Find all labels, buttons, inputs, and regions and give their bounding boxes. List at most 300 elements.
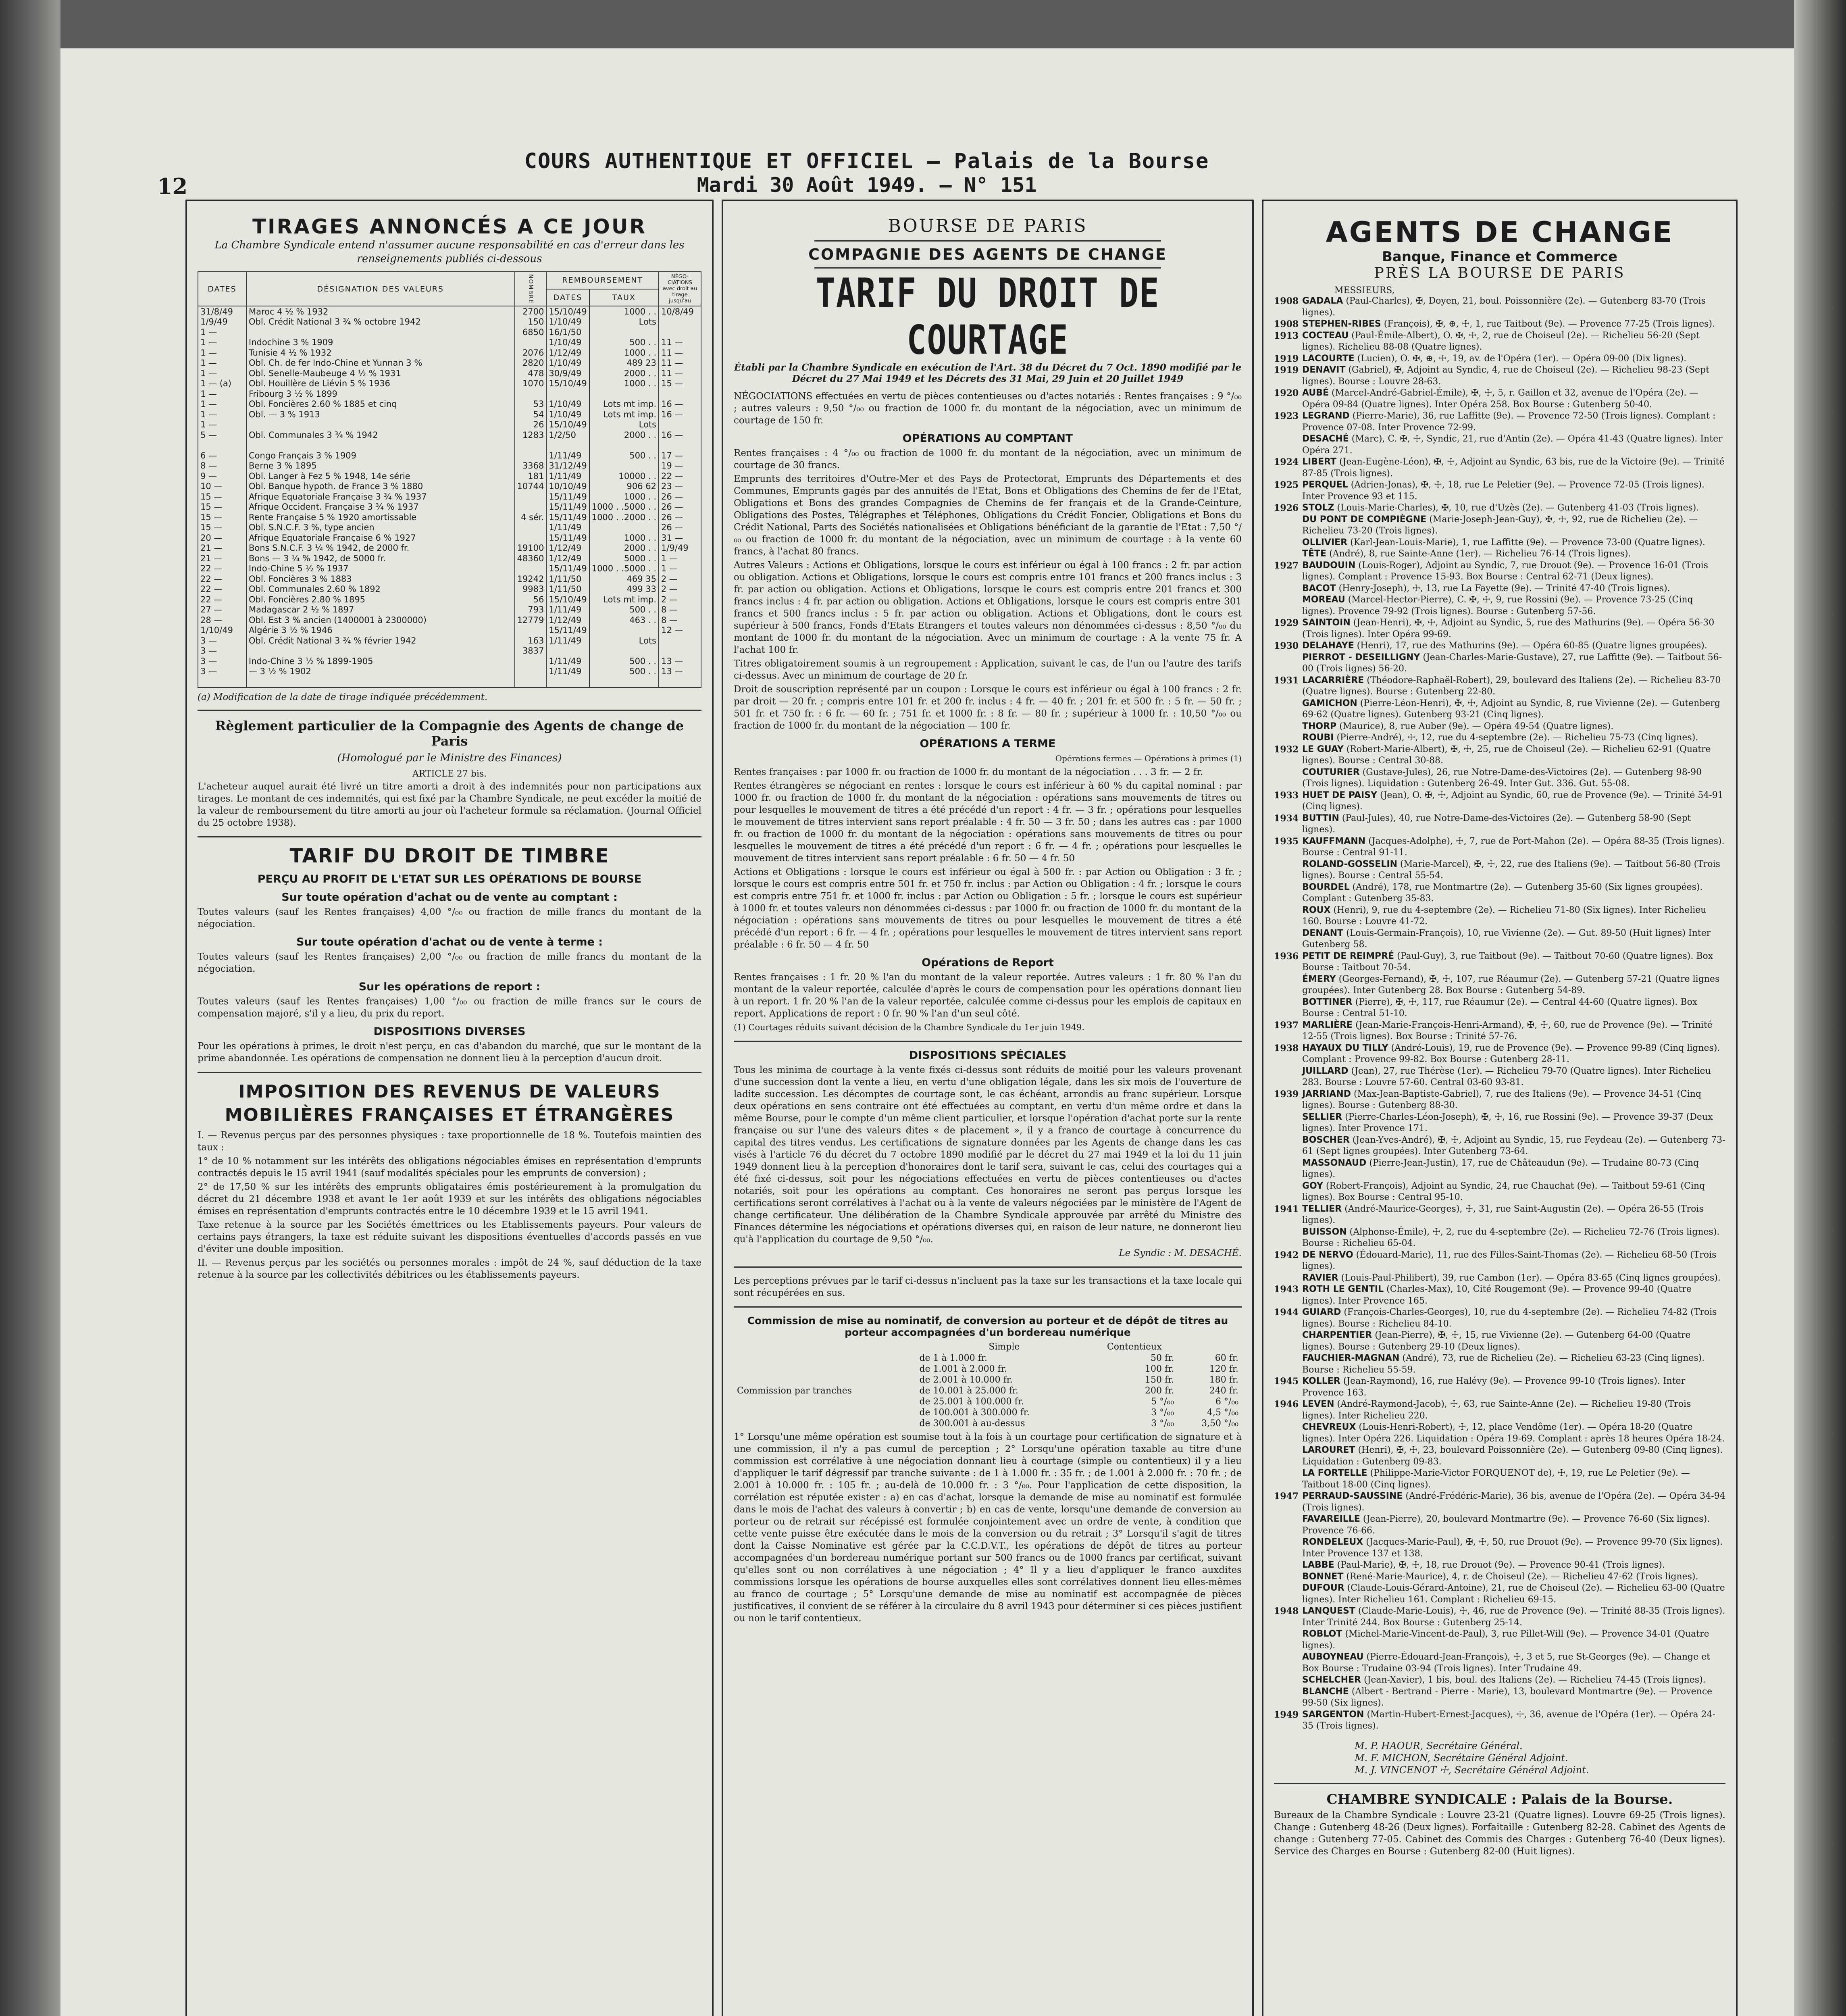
agent-name: ROLAND-GOSSELIN xyxy=(1302,859,1398,869)
agent-name: LIBERT xyxy=(1302,457,1336,467)
agent-year: 1948 xyxy=(1274,1606,1299,1616)
agent-year: 1944 xyxy=(1274,1307,1299,1318)
agent-year xyxy=(1274,1445,1302,1468)
table-cell: 11 — xyxy=(659,368,701,379)
agent-year: 1939 xyxy=(1274,1089,1299,1100)
table-cell xyxy=(659,420,701,430)
table-cell: Tunisie 4 ½ % 1932 xyxy=(246,348,515,358)
table-row xyxy=(198,461,701,471)
table-row xyxy=(198,666,701,677)
agent-details: (Jean-Raymond), 16, rue Halévy (9e). — Provence 99-10 (Trois lignes). Inter Provence 163. xyxy=(1302,1376,1686,1398)
agent-entry xyxy=(1274,1089,1725,1112)
col-negociations: NÉGO-CIATIONS avec droit au tirage jusqu'au xyxy=(659,272,701,306)
table-cell: 15/10/49 xyxy=(546,306,589,317)
table-cell: 3368 xyxy=(515,461,547,471)
agent-entry xyxy=(1274,1066,1725,1089)
commission-cell: 4,5 °/₀₀ xyxy=(1207,1408,1238,1418)
agent-entry xyxy=(1274,1330,1725,1353)
table-cell: 3 — xyxy=(198,646,246,656)
table-cell: 6850 xyxy=(515,327,547,337)
agent-year: 1942 xyxy=(1274,1250,1299,1260)
table-row xyxy=(198,481,701,492)
agent-details: (Marcel-André-Gabriel-Émile), ✠, ☩, 5, r. Gaillon et 32, avenue de l'Opéra (2e). — Opéra 09-84 (Quatre lignes). Inter Opéra 258. Box Bourse : Gutenberg 50-40. xyxy=(1302,388,1698,410)
col-designation: DÉSIGNATION DES VALEURS xyxy=(246,272,515,306)
table-cell: 2 — xyxy=(659,574,701,584)
table-cell: 1/10/49 xyxy=(546,337,589,348)
agent-entry xyxy=(1274,1709,1725,1732)
agent-entry xyxy=(1274,1020,1725,1043)
agent-details: (Charles-Max), 10, Cité Rougemont (9e). — Provence 99-40 (Quatre lignes). Inter Provence 165. xyxy=(1302,1284,1692,1306)
comptant-p4: Titres obligatoirement soumis à un regroupement : Application, suivant le cas, de l'un ou l'autre des tarifs ci-dessus. Avec un minimum de courtage de 20 fr. xyxy=(734,658,1242,681)
timbre-title: TARIF DU DROIT DE TIMBRE xyxy=(289,844,610,867)
table-cell: 1070 xyxy=(515,379,547,389)
agent-entry xyxy=(1274,1181,1725,1204)
agent-details: (Paul-Charles), ✠, Doyen, 21, boul. Poissonnière (2e). — Gutenberg 83-70 (Trois lignes). xyxy=(1302,296,1706,318)
agent-name: ROUX xyxy=(1302,905,1331,915)
agent-entry xyxy=(1274,767,1725,790)
table-cell: 22 — xyxy=(198,584,246,595)
table-cell: 15/11/49 xyxy=(546,492,589,502)
agent-details: (Paul-Marie), ✠, ☩, 18, rue Drouot (9e). — Provence 90-41 (Trois lignes). xyxy=(1337,1560,1665,1570)
agent-name: MASSONAUD xyxy=(1302,1158,1367,1168)
comptant-title: OPÉRATIONS AU COMPTANT xyxy=(902,432,1073,445)
agent-name: SCHELCHER xyxy=(1302,1675,1361,1685)
agent-details: (Louis-Germain-François), 10, rue Vivienne (2e). — Gut. 89-50 (Huit lignes) Inter Gutenberg 58. xyxy=(1302,928,1711,950)
agent-entry xyxy=(1274,1652,1725,1674)
table-cell: 150 xyxy=(515,317,547,327)
agent-entry xyxy=(1274,652,1725,675)
table-cell: 15 — xyxy=(198,492,246,502)
table-cell xyxy=(515,389,547,399)
agent-name: COUTURIER xyxy=(1302,767,1360,777)
agent-year: 1919 xyxy=(1274,365,1299,375)
agent-name: CHARPENTIER xyxy=(1302,1330,1372,1340)
agent-details: (Martin-Hubert-Ernest-Jacques), ☩, 36, avenue de l'Opéra (1er). — Opéra 24-35 (Trois lignes). xyxy=(1302,1709,1716,1731)
table-cell: 2076 xyxy=(515,348,547,358)
agent-details: (Marie-Marcel), ✠, ☩, 22, rue des Italiens (9e). — Taitbout 56-80 (Trois lignes). Bourse : Central 55-54. xyxy=(1302,859,1720,881)
agent-year xyxy=(1274,1353,1302,1376)
agent-name: LACOURTE xyxy=(1302,353,1355,364)
agent-entry xyxy=(1274,951,1725,974)
commission-cell: 60 fr. xyxy=(1215,1353,1238,1363)
table-cell: Lots xyxy=(589,635,659,646)
agent-details: (Marcel-Hector-Pierre), C. ✠, ☩, 9, rue Rossini (9e). — Provence 73-25 (Cinq lignes). Provence 79-92 (Trois lignes). Bourse : Gutenberg 57-56. xyxy=(1302,595,1693,616)
table-cell: 1000 . .2000 . . xyxy=(589,512,659,523)
table-cell: Obl. Senelle-Maubeuge 4 ½ % 1931 xyxy=(246,368,515,379)
table-cell xyxy=(198,440,246,451)
table-cell: 22 — xyxy=(198,564,246,574)
table-cell: 1 — xyxy=(659,553,701,564)
table-cell: 1/11/49 xyxy=(546,450,589,461)
agent-name: LA FORTELLE xyxy=(1302,1468,1367,1478)
table-cell: 11 — xyxy=(659,348,701,358)
commission-cell: 6 °/₀₀ xyxy=(1215,1397,1238,1407)
table-cell: Obl. Langer à Fez 5 % 1948, 14e série xyxy=(246,471,515,481)
agent-details: (Pierre-Édouard-Jean-François), ☩, 3 et 5, rue St-Georges (9e). — Change et Box Bourse : Trudaine 03-94 (Trois lignes). Inter Trudaine 49. xyxy=(1302,1652,1710,1674)
agent-year: 1930 xyxy=(1274,641,1299,651)
table-cell: 1/11/50 xyxy=(546,584,589,595)
agent-name: BONNET xyxy=(1302,1571,1344,1582)
agent-name: DUFOUR xyxy=(1302,1583,1344,1593)
agent-name: FAUCHIER-MAGNAN xyxy=(1302,1353,1400,1363)
table-cell: 19242 xyxy=(515,574,547,584)
table-cell xyxy=(515,492,547,502)
table-cell: 1283 xyxy=(515,430,547,440)
agent-details: (Henri), 9, rue du 4-septembre (2e). — Richelieu 71-80 (Six lignes). Inter Richelieu 160. Bourse : Louvre 41-72. xyxy=(1302,905,1707,927)
agent-year xyxy=(1274,859,1302,882)
table-cell: 500 . . xyxy=(589,666,659,677)
agent-name: ROUBI xyxy=(1302,733,1334,743)
agent-name: RAVIER xyxy=(1302,1272,1338,1283)
agent-entry xyxy=(1274,1272,1725,1284)
imposition-p4: Taxe retenue à la source par les Sociétés émettrices ou les Etablissements payeurs. Pour valeurs de certains pays étrangers, la taxe est réduite suivant les dispositions éventuelles d'accords passés en vue d'éviter une double imposition. xyxy=(198,1219,701,1254)
agent-entry xyxy=(1274,410,1725,433)
table-cell xyxy=(589,389,659,399)
commission-cell: 50 fr. xyxy=(1150,1353,1174,1363)
commission-cell: 150 fr. xyxy=(1145,1375,1174,1385)
agent-year: 1924 xyxy=(1274,457,1299,467)
secretary-line: M. P. HAOUR, Secrétaire Général. xyxy=(1355,1740,1523,1752)
agent-entry xyxy=(1274,1376,1725,1399)
table-cell: 1/12/49 xyxy=(546,615,589,625)
agent-entry xyxy=(1274,330,1725,353)
comptant-p5: Droit de souscription représenté par un coupon : Lorsque le cours est inférieur ou égal à 100 francs : 2 fr. par droit — 20 fr. ; compris entre 101 fr. et 200 fr. inclus : 4 fr. — 40 fr. ; 201 fr. et 500 fr. : 5 fr. — 50 fr. ; 501 fr. et 750 fr. : 6 fr. — 60 fr. ; 751 fr. et 1000 fr. : 8 fr. — 80 fr. ; supérieur à 1000 fr. : 10,50 °/₀₀ ou fraction de 1000 fr. du montant de la négociation — 100 fr. xyxy=(734,684,1242,731)
agent-entry xyxy=(1274,502,1725,514)
table-cell: 1/11/49 xyxy=(546,471,589,481)
table-cell: 489 23 xyxy=(589,358,659,369)
table-cell: 21 — xyxy=(198,543,246,554)
agent-details: (Édouard-Marie), 11, rue des Filles-Saint-Thomas (2e). — Richelieu 68-50 (Trois lignes). xyxy=(1302,1250,1717,1271)
agent-year xyxy=(1274,1468,1302,1491)
table-cell: 54 xyxy=(515,409,547,420)
table-cell xyxy=(659,317,701,327)
commission-cell: 3 °/₀₀ xyxy=(1151,1418,1174,1429)
table-cell: Obl. Crédit National 3 ¾ % octobre 1942 xyxy=(246,317,515,327)
table-cell: 500 . . xyxy=(589,450,659,461)
agent-entry xyxy=(1274,594,1725,617)
table-cell: 11 — xyxy=(659,337,701,348)
table-cell: 17 — xyxy=(659,450,701,461)
agent-year xyxy=(1274,1181,1302,1204)
agent-name: ÉMERY xyxy=(1302,974,1336,984)
table-cell: 1 — xyxy=(198,420,246,430)
agent-year: 1946 xyxy=(1274,1399,1299,1410)
table-cell: Obl. Banque hypoth. de France 3 % 1880 xyxy=(246,481,515,492)
commission-cell: de 25.001 à 100.000 fr. xyxy=(919,1397,1024,1407)
agent-year xyxy=(1274,548,1302,560)
agent-year xyxy=(1274,1674,1302,1686)
chambre-text: Bureaux de la Chambre Syndicale : Louvre 23-21 (Quatre lignes). Louvre 69-25 (Trois lignes). Change : Gutenberg 48-26 (Deux lignes). Forfaitaille : Gutenberg 82-28. Cabinet des Agents de change : Gutenberg 77-05. Cabinet des Commis des Charges : Gutenberg 76-40 (Deux lignes). Service des Charges en Bourse : Gutenberg 82-00 (Huit lignes). xyxy=(1274,1810,1725,1857)
table-cell: Fribourg 3 ½ % 1899 xyxy=(246,389,515,399)
agent-name: GADALA xyxy=(1302,296,1343,306)
agent-details: (Maurice), 8, rue Auber (9e). — Opéra 49-54 (Quatre lignes). xyxy=(1339,721,1614,731)
agent-year: 1947 xyxy=(1274,1491,1299,1502)
table-cell: Obl. Crédit National 3 ¾ % février 1942 xyxy=(246,635,515,646)
right-column xyxy=(1262,200,1738,2016)
report-text: Rentes françaises : 1 fr. 20 % l'an du montant de la valeur reportée. Autres valeurs : 1 fr. 80 % l'an du montant de la valeur reportée, calculée d'après le cours de compensation pour les opérations donnant lieu à un report. 1 fr. 20 % l'an de la valeur reportée, calculée comme ci-dessus pour les emplois de capitaux en report. Applications de report : 0 fr. 90 % l'an d'un seul côté. xyxy=(734,972,1242,1019)
agent-year xyxy=(1274,882,1302,905)
agent-year xyxy=(1274,928,1302,951)
agent-details: (Jean), 27, rue Thérèse (1er). — Richelieu 79-70 (Quatre lignes). Inter Richelieu 283. Bourse : Louvre 57-60. Central 03-60 93-81. xyxy=(1302,1066,1711,1087)
agent-name: PERRAUD-SAUSSINE xyxy=(1302,1491,1403,1501)
table-row xyxy=(198,440,701,451)
table-cell: 9983 xyxy=(515,584,547,595)
terme-p1: Rentes françaises : par 1000 fr. ou fraction de 1000 fr. du montant de la négociation . . . 3 fr. — 2 fr. xyxy=(734,767,1203,777)
agent-details: (Louis-Marie-Charles), ✠, 10, rue d'Uzès (2e). — Gutenberg 41-03 (Trois lignes). xyxy=(1337,503,1699,513)
tirages-table xyxy=(198,271,701,688)
table-cell: Bons S.N.C.F. 3 ¼ % 1942, de 2000 fr. xyxy=(246,543,515,554)
agent-year xyxy=(1274,1514,1302,1537)
secretary-line: M. J. VINCENOT ☩, Secrétaire Général Adjoint. xyxy=(1355,1764,1589,1776)
agent-year: 1935 xyxy=(1274,836,1299,847)
table-cell xyxy=(515,625,547,636)
table-row xyxy=(198,409,701,420)
agent-details: (Louis-Paul-Philibert), 39, rue Cambon (1er). — Opéra 83-65 (Cinq lignes groupées). xyxy=(1341,1272,1721,1283)
table-cell: Indo-Chine 3 ½ % 1899-1905 xyxy=(246,656,515,666)
agent-details: (Max-Jean-Baptiste-Gabriel), 7, rue des Italiens (9e). — Provence 34-51 (Cinq lignes). Bourse : Gutenberg 88-30. xyxy=(1302,1089,1702,1110)
agent-name: DU PONT DE COMPIÈGNE xyxy=(1302,514,1427,525)
agent-year xyxy=(1274,1272,1302,1284)
table-row xyxy=(198,615,701,625)
agent-details: (François), ✠, ⊕, ☩, 1, rue Taitbout (9e). — Provence 77-25 (Trois lignes). xyxy=(1384,319,1715,329)
commission-cell: 240 fr. xyxy=(1209,1386,1238,1396)
commission-text: 1° Lorsqu'une même opération est soumise tout à la fois à un courtage pour certification de signature et à une commission, il n'y a pas cumul de perception ; 2° Lorsqu'une opération taxable au titre d'une commission est corrélative à une négociation donnant lieu à courtage (simple ou contentieux) il y a lieu d'appliquer le tarif dégressif par tranche suivante : de 1 à 1.000 fr. : 35 fr. ; de 1.001 à 2.000 fr. : 70 fr. ; de 2.001 à 10.000 fr. : 105 fr. ; au-delà de 10.000 fr. : 3 °/₀₀. Pour l'application de cette disposition, la corrélation est réputée exister : a) en cas d'achat, lorsque la demande de mise au nominatif est formulée dans le mois de l'achat des valeurs à convertir ; b) en cas de vente, lorsqu'une demande de conversion au porteur ou de retrait sur récépissé est formulée conjointement avec un ordre de vente, à condition que cette vente puisse être exécutée dans le mois de la conversion ou du retrait ; 3° Lorsqu'il s'agit de titres dont la Caisse Nominative est gérée par la C.C.D.V.T., les opérations de dépôt de titres au porteur accompagnées d'un bordereau numérique portant sur 500 francs ou de 1000 francs par certificat, suivant qu'elles sont ou non corrélatives à une négociation ; 4° Il y a lieu d'appliquer le franco auxdites commissions lorsque les opérations de bourse auxquelles elles sont corrélatives donnent lieu elles-mêmes au franco de courtage ; 5° Lorsqu'une demande de mise au nominatif est accompagnée de pièces justificatives, il convient de se référer à la circulaire du 8 avril 1943 pour déterminer si ces pièces justifient ou non le tarif contentieux. xyxy=(734,1432,1242,1624)
agent-year: 1908 xyxy=(1274,319,1299,329)
table-cell: 15/11/49 xyxy=(546,502,589,512)
table-cell: Maroc 4 ½ % 1932 xyxy=(246,306,515,317)
agent-name: GAMICHON xyxy=(1302,698,1357,708)
table-cell: Rente Française 5 % 1920 amortissable xyxy=(246,512,515,523)
agent-year xyxy=(1274,905,1302,928)
agent-details: (André-Raymond-Jacob), ☩, 63, rue Sainte-Anne (2e). — Richelieu 19-80 (Trois lignes). Inter Richelieu 220. xyxy=(1302,1399,1691,1421)
table-cell: 15/11/49 xyxy=(546,533,589,543)
col-rdates: DATES xyxy=(546,289,589,306)
table-cell xyxy=(515,533,547,543)
agent-year: 1949 xyxy=(1274,1709,1299,1720)
agent-year: 1931 xyxy=(1274,675,1299,686)
agent-year xyxy=(1274,594,1302,617)
table-cell: 26 — xyxy=(659,492,701,502)
agent-name: PIERROT - DESEILLIGNY xyxy=(1302,652,1420,662)
table-cell: 463 . . xyxy=(589,615,659,625)
agent-year: 1936 xyxy=(1274,951,1299,962)
agent-details: (Pierre-Marie), 36, rue Laffitte (9e). — Provence 72-50 (Trois lignes). Complant : Provence 07-08. Inter Provence 72-99. xyxy=(1302,411,1716,433)
table-cell: 10000 . . xyxy=(589,471,659,481)
table-cell xyxy=(515,666,547,677)
table-cell: 30/9/49 xyxy=(546,368,589,379)
commission-col-header: Contentieux xyxy=(1107,1342,1162,1352)
report-note: (1) Courtages réduits suivant décision de la Chambre Syndicale du 1er juin 1949. xyxy=(734,1023,1085,1032)
table-row xyxy=(198,646,701,656)
table-cell xyxy=(589,646,659,656)
agent-entry xyxy=(1274,353,1725,365)
agent-name: TELLIER xyxy=(1302,1204,1342,1214)
table-cell: Congo Français 3 % 1909 xyxy=(246,450,515,461)
agent-name: BACOT xyxy=(1302,583,1336,594)
table-cell: 1 — xyxy=(198,399,246,410)
diverses-title: DISPOSITIONS DIVERSES xyxy=(373,1025,526,1038)
table-cell: 1 — xyxy=(198,337,246,348)
agent-details: (Gabriel), ✠, Adjoint au Syndic, 4, rue de Choiseul (2e). — Richelieu 98-23 (Sept lignes). Bourse : Louvre 28-63. xyxy=(1302,365,1709,387)
agent-entry xyxy=(1274,1204,1725,1227)
table-cell: 15 — xyxy=(659,379,701,389)
table-row xyxy=(198,564,701,574)
agent-entry xyxy=(1274,1227,1725,1250)
tirages-footnote: (a) Modification de la date de tirage indiquée précédemment. xyxy=(198,691,488,702)
table-cell: — 3 ½ % 1902 xyxy=(246,666,515,677)
timbre-terme-heading: Sur toute opération d'achat ou de vente à terme : xyxy=(296,935,603,948)
scan-binding-edge xyxy=(0,0,60,2016)
commission-cell: 3,50 °/₀₀ xyxy=(1201,1418,1238,1429)
agent-entry xyxy=(1274,1491,1725,1514)
agent-year xyxy=(1274,1629,1302,1652)
table-row xyxy=(198,358,701,369)
agents-list xyxy=(1274,296,1725,1732)
agents-subtitle-2: PRÈS LA BOURSE DE PARIS xyxy=(1374,265,1625,281)
table-cell: 2700 xyxy=(515,306,547,317)
table-row xyxy=(198,635,701,646)
agent-details: (Adrien-Jonas), ✠, ☩, 18, rue Le Peletier (9e). — Provence 72-05 (Trois lignes). Inter Provence 93 et 115. xyxy=(1302,480,1705,502)
table-row xyxy=(198,379,701,389)
agent-entry xyxy=(1274,617,1725,640)
table-row xyxy=(198,523,701,533)
table-cell: 2 — xyxy=(659,594,701,605)
agent-details: (Henri), 17, rue des Mathurins (9e). — Opéra 60-85 (Quatre lignes groupées). xyxy=(1357,641,1707,651)
table-cell xyxy=(659,389,701,399)
table-cell: 1 — xyxy=(659,564,701,574)
agent-entry xyxy=(1274,1583,1725,1606)
tarif-subtitle: Établi par la Chambre Syndicale en exécution de l'Art. 38 du Décret du 7 Oct. 1890 modifié par le Décret du 27 Mai 1949 et les Décrets des 31 Mai, 29 Juin et 20 Juillet 1949 xyxy=(734,362,1242,384)
agent-details: (Alphonse-Émile), ☩, 2, rue du 4-septembre (2e). — Richelieu 72-76 (Trois lignes). Bourse : Richelieu 65-04. xyxy=(1302,1227,1720,1248)
table-cell: Lots mt imp. xyxy=(589,594,659,605)
table-cell: Obl. Foncières 2.80 % 1895 xyxy=(246,594,515,605)
agent-details: (Paul-Jules), 40, rue Notre-Dame-des-Victoires (2e). — Gutenberg 58-90 (Sept lignes). xyxy=(1302,813,1691,835)
imposition-p3: 2° de 17,50 % sur les intérêts des emprunts obligataires émis postérieurement à la promulgation du décret du 21 décembre 1938 et avant le 1er août 1939 et sur les intérêts des obligations négociables émises en représentation d'emprunts contractés entre le 10 décembre 1939 et le 15 avril 1941. xyxy=(198,1181,701,1216)
table-cell: 3 — xyxy=(198,656,246,666)
table-cell: Obl. Communales 3 ¾ % 1942 xyxy=(246,430,515,440)
table-cell: 6 — xyxy=(198,450,246,461)
agent-details: (Claude-Louis-Gérard-Antoine), 21, rue de Choiseul (2e). — Richelieu 63-00 (Quatre lignes). Inter Richelieu 161. Complant : Richelieu 69-15. xyxy=(1302,1583,1725,1605)
agent-name: JARRIAND xyxy=(1302,1089,1351,1099)
table-cell: 163 xyxy=(515,635,547,646)
table-row xyxy=(198,389,701,399)
table-cell: 53 xyxy=(515,399,547,410)
table-cell: 500 . . xyxy=(589,656,659,666)
table-cell: Afrique Equatoriale Française 6 % 1927 xyxy=(246,533,515,543)
agent-year xyxy=(1274,1686,1302,1709)
table-cell: Madagascar 2 ½ % 1897 xyxy=(246,605,515,615)
agent-details: (Jean-Pierre), 20, boulevard Montmartre (9e). — Provence 76-60 (Six lignes). Provence 76-66. xyxy=(1302,1514,1710,1536)
timbre-report-heading: Sur les opérations de report : xyxy=(358,980,541,993)
agent-year: 1933 xyxy=(1274,790,1299,801)
table-row xyxy=(198,512,701,523)
agent-entry xyxy=(1274,790,1725,813)
agent-details: (Louis-Henri-Robert), ☩, 12, place Vendôme (1er). — Opéra 18-20 (Quatre lignes). Inter Opéra 226. Liquidation : Opéra 19-69. Complant : après 18 heures Opéra 18-24. xyxy=(1302,1422,1725,1444)
agent-details: (André-Maurice-Georges), ☩, 31, rue Saint-Augustin (2e). — Opéra 26-55 (Trois lignes). xyxy=(1302,1204,1704,1225)
agent-year xyxy=(1274,1583,1302,1606)
agent-name: TÊTE xyxy=(1302,549,1327,559)
table-cell: 2000 . . xyxy=(589,543,659,554)
scan-right-edge xyxy=(1794,0,1846,2016)
table-cell xyxy=(515,337,547,348)
table-cell: 15 — xyxy=(198,512,246,523)
agent-details: (Claude-Marie-Louis), ☩, 46, rue de Provence (9e). — Trinité 88-35 (Trois lignes). Inter Trinité 244. Box Bourse : Gutenberg 25-14. xyxy=(1302,1606,1725,1628)
agent-details: (François-Charles-Georges), 10, rue du 4-septembre (2e). — Richelieu 74-82 (Trois lignes). Bourse : Richelieu 84-10. xyxy=(1302,1307,1717,1329)
table-cell: 16 — xyxy=(659,409,701,420)
agent-name: DELAHAYE xyxy=(1302,641,1354,651)
agent-entry xyxy=(1274,1158,1725,1181)
agents-title: AGENTS DE CHANGE xyxy=(1326,216,1674,249)
agent-name: BUISSON xyxy=(1302,1227,1347,1237)
table-cell: 26 — xyxy=(659,523,701,533)
table-cell: 1/11/49 xyxy=(546,605,589,615)
table-cell: 1 — (a) xyxy=(198,379,246,389)
agent-year xyxy=(1274,514,1302,537)
agent-year: 1934 xyxy=(1274,813,1299,824)
table-row xyxy=(198,584,701,595)
commission-cell: de 100.001 à 300.000 fr. xyxy=(919,1408,1030,1418)
table-cell xyxy=(515,450,547,461)
agent-year: 1927 xyxy=(1274,560,1299,571)
agent-name: DESACHÉ xyxy=(1302,434,1349,444)
col-dates: DATES xyxy=(198,272,246,306)
table-cell: 906 62 xyxy=(589,481,659,492)
agent-entry xyxy=(1274,548,1725,560)
agent-entry xyxy=(1274,744,1725,767)
table-cell: 16/1/50 xyxy=(546,327,589,337)
table-row xyxy=(198,502,701,512)
table-cell: 31/8/49 xyxy=(198,306,246,317)
table-cell: 500 . . xyxy=(589,605,659,615)
table-cell: 1/10/49 xyxy=(198,625,246,636)
table-cell xyxy=(246,440,515,451)
agent-year xyxy=(1274,1158,1302,1181)
timbre-comptant-heading: Sur toute opération d'achat ou de vente au comptant : xyxy=(281,891,618,904)
reglement-title: Règlement particulier de la Compagnie des Agents de change de Paris xyxy=(215,718,684,749)
table-cell xyxy=(246,646,515,656)
agent-entry xyxy=(1274,1135,1725,1158)
agent-details: (Albert - Bertrand - Pierre - Marie), 13, boulevard Montmartre (9e). — Provence 99-50 (Six lignes). xyxy=(1302,1686,1713,1708)
commission-table xyxy=(734,1341,1242,1429)
agent-name: AUBÉ xyxy=(1302,388,1329,398)
agent-details: (Robert-Marie-Albert), ✠, ☩, 25, rue de Choiseul (2e). — Richelieu 62-91 (Quatre lignes). Bourse : Central 30-88. xyxy=(1302,744,1711,766)
report-title: Opérations de Report xyxy=(922,956,1054,969)
agent-details: (Jacques-Marie-Paul), ✠, ☩, 50, rue Drouot (9e). — Provence 99-70 (Six lignes). Inter Provence 137 et 138. xyxy=(1302,1537,1723,1559)
table-cell: 10/8/49 xyxy=(659,306,701,317)
table-cell: 478 xyxy=(515,368,547,379)
agent-details: (Marc), C. ✠, ☩, Syndic, 21, rue d'Antin (2e). — Opéra 41-43 (Quatre lignes). Inter Opéra 271. xyxy=(1302,434,1723,456)
agent-name: LE GUAY xyxy=(1302,744,1344,754)
table-cell: 31/12/49 xyxy=(546,461,589,471)
agent-year xyxy=(1274,732,1302,744)
agent-entry xyxy=(1274,1514,1725,1537)
table-cell xyxy=(546,440,589,451)
agent-year xyxy=(1274,652,1302,675)
agent-details: (André-Frédéric-Marie), 36 bis, avenue de l'Opéra (2e). — Opéra 34-94 (Trois lignes). xyxy=(1302,1491,1725,1513)
commission-cell: de 10.001 à 25.000 fr. xyxy=(919,1386,1018,1396)
agent-details: (Pierre-Léon-Henri), ✠, ☩, Adjoint au Syndic, 8, rue Vivienne (2e). — Gutenberg 69-62 (Quatre lignes). Gutenberg 93-21 (Cinq lignes). xyxy=(1302,698,1721,720)
agent-name: BOTTINER xyxy=(1302,997,1353,1007)
table-cell: 13 — xyxy=(659,656,701,666)
agent-name: ROBLOT xyxy=(1302,1629,1342,1639)
agent-year xyxy=(1274,721,1302,733)
agent-entry xyxy=(1274,319,1725,330)
table-row xyxy=(198,327,701,337)
agent-name: LANQUEST xyxy=(1302,1606,1355,1616)
table-cell: 22 — xyxy=(659,471,701,481)
table-cell: 1/12/49 xyxy=(546,553,589,564)
commission-cell: de 1.001 à 2.000 fr. xyxy=(919,1364,1007,1374)
